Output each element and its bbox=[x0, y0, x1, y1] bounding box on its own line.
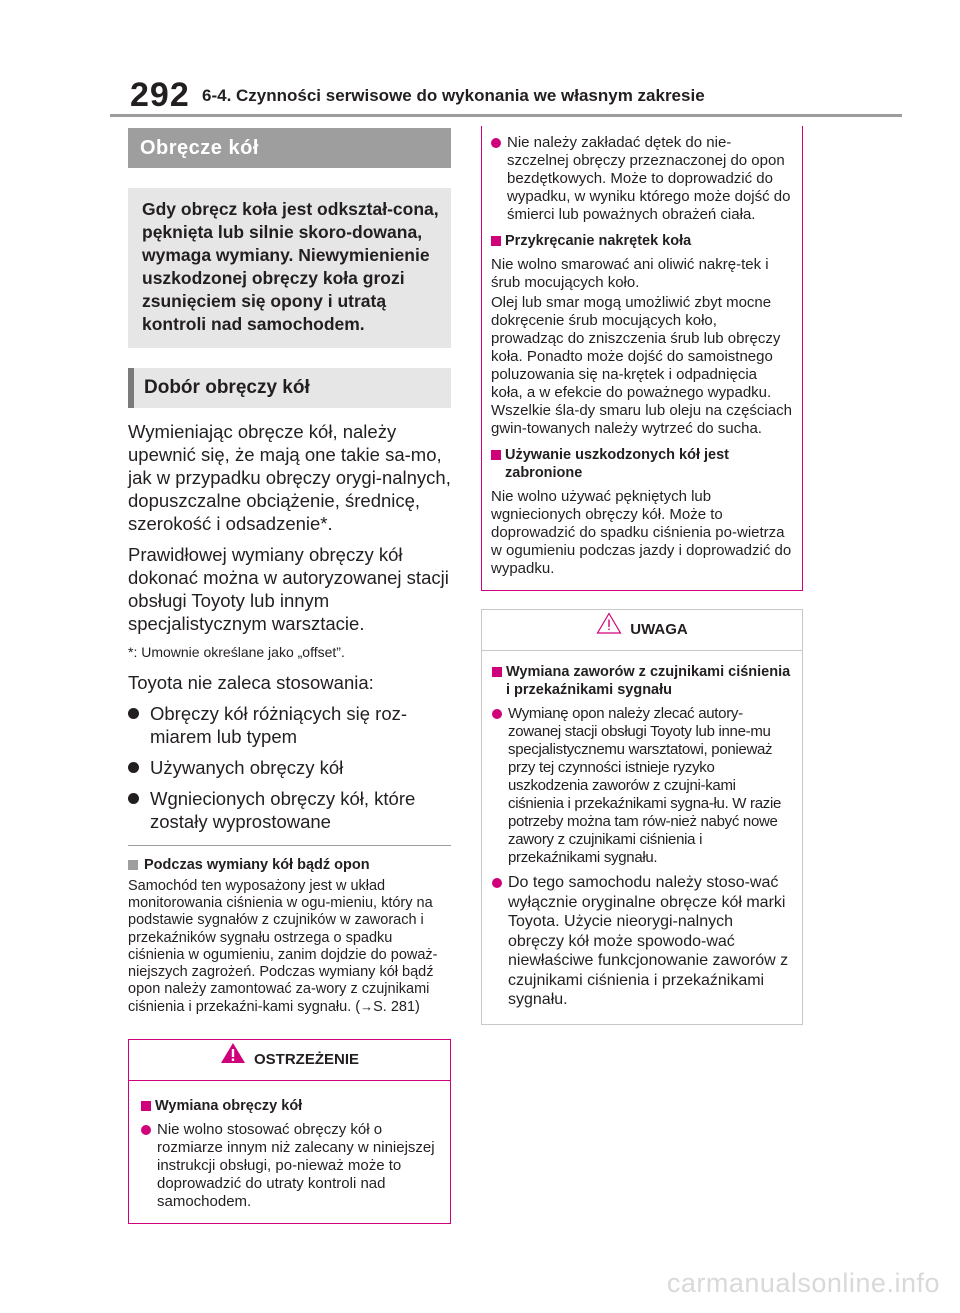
warning-item bbox=[141, 1121, 440, 1211]
footnote: *: Umownie określane jako „offset”. bbox=[128, 644, 345, 660]
square-bullet-icon bbox=[491, 236, 501, 246]
paragraph: Wymieniając obręcze kół, należy upewnić się, że mają one takie sa-mo, jak w przypadku obręczy orygi-nalnych, dopuszczalne obciążenie, średnicę, szerokość i odsadzenie*. bbox=[128, 421, 451, 534]
note-text bbox=[128, 878, 451, 1017]
bullet-icon bbox=[491, 138, 501, 148]
summary-box: Gdy obręcz koła jest odkształ-cona, pęknięta lub silnie skoro-dowana, wymaga wymiany. Niewymienienie uszkodzonej obręczy koła grozi zsunięciem się opony i utratą kontroli nad samochodem. bbox=[128, 188, 451, 348]
page-header bbox=[0, 0, 960, 120]
warning-item-heading bbox=[491, 446, 792, 482]
main-heading: Obręcze kół bbox=[128, 128, 451, 168]
list-item bbox=[128, 787, 451, 833]
warning-item-heading-text: Przykręcanie nakrętek koła bbox=[505, 233, 692, 249]
right-column bbox=[481, 126, 803, 1025]
caution-item-text: Do tego samochodu należy stoso-wać wyłącznie oryginalne obręcze kół marki Toyota. Użycie nieorygi-nalnych obręczy kół może spowodo-wać niewłaściwe funkcjonowanie zaworów z czujnikami ciśnienia i przekaźnikami sygnału. bbox=[508, 874, 789, 1008]
warning-header bbox=[129, 1040, 450, 1081]
warning-item-text: Nie należy zakładać dętek do nie-szczelnej obręczy przeznaczonej do opon bezdętkowych. Może to doprowadzić do wypadku, w wyniku którego może dojść do śmierci lub poważnych obrażeń ciała. bbox=[507, 134, 791, 223]
warning-item-heading-text: Używanie uszkodzonych kół jest zabronione bbox=[505, 447, 729, 481]
watermark: carmanualsonline.info bbox=[666, 1268, 940, 1298]
caution-title: UWAGA bbox=[630, 621, 688, 638]
caution-item bbox=[492, 705, 792, 867]
note-heading-text: Podczas wymiany kół bądź opon bbox=[144, 857, 370, 873]
list-item-text: Obręczy kół różniących się roz-miarem lub typem bbox=[150, 703, 408, 747]
warning-box bbox=[128, 1039, 451, 1224]
list-item-text: Wgniecionych obręczy kół, które zostały wyprostowane bbox=[150, 788, 416, 832]
bullet-icon bbox=[128, 708, 139, 719]
warning-item-heading bbox=[491, 232, 792, 250]
caution-item bbox=[492, 873, 792, 1010]
warning-item-text: Nie wolno stosować obręczy kół o rozmiarze innym niż zalecany w niniejszej instrukcji obsługi, po-nieważ może to doprowadzić do utraty kontroli nad samochodem. bbox=[157, 1120, 435, 1210]
caution-box bbox=[481, 609, 803, 1025]
divider bbox=[128, 845, 451, 846]
list-item bbox=[128, 756, 451, 779]
note-heading bbox=[128, 856, 451, 874]
warning-item-heading-text: Wymiana obręczy kół bbox=[155, 1097, 303, 1114]
list-item-text: Używanych obręczy kół bbox=[150, 757, 344, 778]
caution-item-text: Wymianę opon należy zlecać autory-zowanej stacji obsługi Toyoty lub inne-mu specjalistycznemu warsztatowi, ponieważ przy tej czynności istnieje ryzyko uszkodzenia zaworów z czujni-kami ciśnienia i przekaźnikami sygna-łu. W razie potrzeby można tam rów-nież nabyć nowe zawory z czujnikami ciśnienia i przekaźnikami sygnału. bbox=[508, 705, 782, 866]
warning-item-heading bbox=[141, 1097, 440, 1115]
section-title: 6-4. Czynności serwisowe do wykonania we własnym zakresie bbox=[202, 86, 705, 105]
bullet-icon bbox=[128, 762, 139, 773]
warning-title: OSTRZEŻENIE bbox=[253, 1050, 359, 1068]
page-number: 292 bbox=[130, 76, 190, 114]
header-divider bbox=[110, 114, 902, 117]
list-item bbox=[128, 702, 451, 748]
note-body: Samochód ten wyposażony jest w układ monitorowania ciśnienia w ogu-mieniu, który na podstawie sygnałów z czujników w zaworach i przekaźników sygnału ostrzega o spadku ciśnienia w ogumieniu, zanim dojdzie do poważ-niejszych zagrożeń. Podczas wymiany kół bądź opon należy zamontować za-wory z czujnikami ciśnienia i przekaźni-kami sygnału. ( bbox=[128, 878, 438, 1016]
bullet-icon bbox=[492, 878, 502, 888]
caution-header bbox=[482, 610, 802, 651]
bullet-icon bbox=[492, 709, 502, 719]
page-reference-link[interactable]: S. 281) bbox=[373, 999, 420, 1016]
warning-item bbox=[491, 134, 792, 224]
sub-heading: Dobór obręczy kół bbox=[128, 368, 451, 408]
paragraph: Toyota nie zaleca stosowania: bbox=[128, 672, 374, 693]
square-bullet-icon bbox=[128, 860, 138, 870]
warning-paragraph: Nie wolno używać pękniętych lub wgniecionych obręczy kół. Może to doprowadzić do spadku ciśnienia po-wietrza w ogumieniu podczas jazdy i doprowadzić do wypadku. bbox=[491, 488, 792, 577]
caution-item-heading bbox=[492, 663, 792, 699]
warning-paragraph: Nie wolno smarować ani oliwić nakrę-tek i śrub mocujących koło. bbox=[491, 256, 769, 291]
square-bullet-icon bbox=[141, 1101, 151, 1111]
square-bullet-icon bbox=[491, 450, 501, 460]
warning-triangle-icon bbox=[220, 1040, 246, 1080]
left-column bbox=[128, 128, 451, 1224]
square-bullet-icon bbox=[492, 667, 502, 677]
arrow-right-icon: → bbox=[360, 999, 374, 1015]
bullet-icon bbox=[128, 793, 139, 804]
caution-triangle-icon bbox=[596, 610, 622, 650]
warning-box-continued bbox=[481, 126, 803, 591]
caution-item-heading-text: Wymiana zaworów z czujnikami ciśnienia i przekaźnikami sygnału bbox=[506, 664, 791, 698]
paragraph: Prawidłowej wymiany obręczy kół dokonać można w autoryzowanej stacji obsługi Toyoty lub innym specjalistycznym warsztacie. bbox=[128, 544, 449, 634]
bullet-icon bbox=[141, 1125, 151, 1135]
warning-paragraph: Olej lub smar mogą umożliwić zbyt mocne dokręcenie śrub mocujących koło, prowadząc do zniszczenia śrub lub obręczy koła. Ponadto może dojść do samoistnego poluzowania się na-krętek i odpadnięcia koła, a w efekcie do poważnego wypadku. Wszelkie śla-dy smaru lub oleju na częściach gwin-towanych należy wytrzeć do sucha. bbox=[491, 294, 792, 437]
